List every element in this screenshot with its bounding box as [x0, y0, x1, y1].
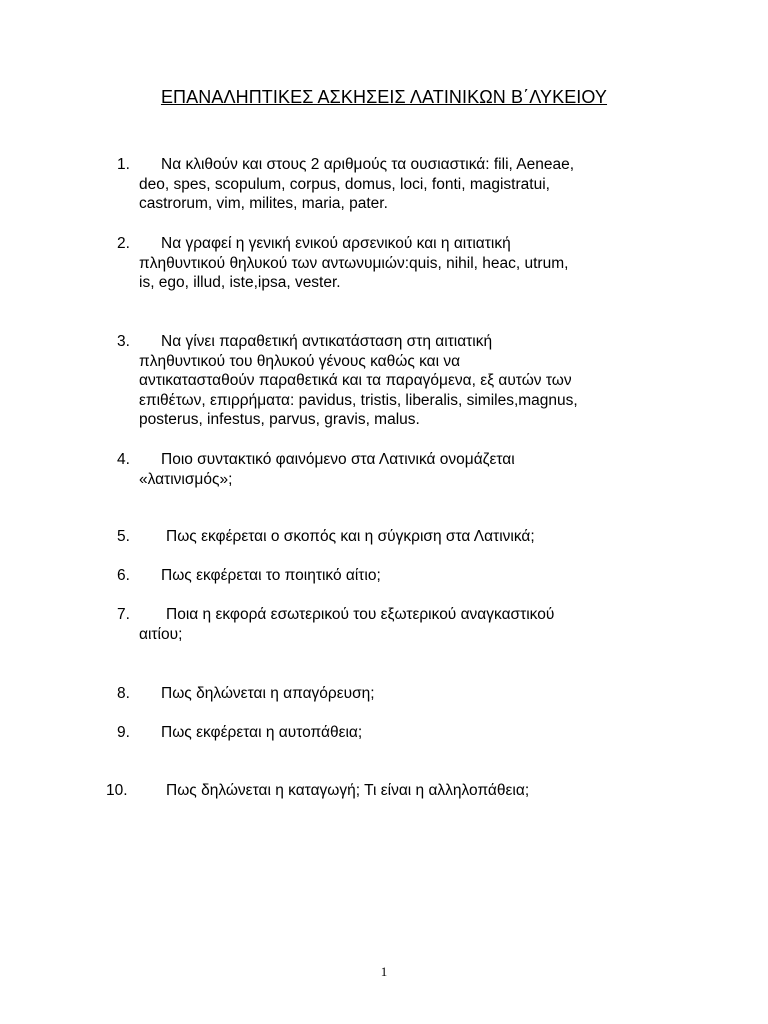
page-number: 1 [380, 964, 388, 979]
question-number: 9. [117, 724, 130, 741]
question-text [139, 450, 659, 489]
question-number: 3. [117, 333, 130, 350]
question-number: 8. [117, 685, 130, 702]
question-line: πληθυντικού του θηλυκού γένους καθώς και να [139, 352, 461, 370]
question-line: επιθέτων, επιρρήματα: pavidus, tristis, liberalis, similes,magnus, [139, 391, 578, 409]
question-text [139, 605, 659, 644]
question-line: Ποιο συντακτικό φαινόμενο στα Λατινικά ονομάζεται [161, 451, 515, 468]
question-text [139, 527, 659, 547]
question-text [144, 781, 664, 801]
question-line: Πως εκφέρεται ο σκοπός και η σύγκριση στα Λατινικά; [166, 528, 535, 545]
question-line: castrorum, vim, milites, maria, pater. [139, 195, 388, 212]
question-number: 2. [117, 235, 130, 252]
question-number: 7. [117, 606, 130, 623]
question-text [139, 723, 659, 743]
question-line: posterus, infestus, parvus, gravis, malus. [139, 411, 420, 428]
question-line: Να γίνει παραθετική αντικατάσταση στη αιτιατική [161, 333, 493, 350]
question-text [139, 684, 659, 704]
question-line: is, ego, illud, iste,ipsa, vester. [139, 274, 341, 291]
document-title: ΕΠΑΝΑΛΗΠΤΙΚΕΣ ΑΣΚΗΣΕΙΣ ΛΑΤΙΝΙΚΩΝ Β΄ΛΥΚΕΙΟΥ [160, 87, 608, 107]
question-text [139, 332, 659, 430]
question-line: Ποια η εκφορά εσωτερικού του εξωτερικού αναγκαστικού [166, 606, 555, 623]
question-number: 6. [117, 567, 130, 584]
question-line: αντικατασταθούν παραθετικά και τα παραγόμενα, εξ αυτών των [139, 372, 572, 389]
question-line: αιτίου; [139, 625, 183, 643]
question-line: «λατινισμός»; [139, 470, 233, 488]
question-text [139, 566, 659, 586]
question-line: Πως εκφέρεται η αυτοπάθεια; [161, 724, 363, 741]
question-line: Πως δηλώνεται η απαγόρευση; [161, 685, 375, 702]
question-text [139, 234, 659, 293]
question-number: 10. [106, 782, 128, 799]
question-number: 4. [117, 451, 130, 468]
question-line: Να κλιθούν και στους 2 αριθμούς τα ουσιαστικά: fili, Aeneae, [161, 156, 575, 173]
question-line: deo, spes, scopulum, corpus, domus, loci, fonti, magistratui, [139, 175, 550, 193]
question-number: 5. [117, 528, 130, 545]
question-line: Να γραφεί η γενική ενικού αρσενικού και η αιτιατική [161, 235, 511, 252]
question-text [139, 155, 659, 214]
question-line: πληθυντικού θηλυκού των αντωνυμιών:quis, nihil, heac, utrum, [139, 254, 569, 272]
question-line: Πως δηλώνεται η καταγωγή; Τι είναι η αλληλοπάθεια; [166, 782, 530, 799]
question-number: 1. [117, 156, 130, 173]
question-line: Πως εκφέρεται το ποιητικό αίτιο; [161, 567, 381, 584]
